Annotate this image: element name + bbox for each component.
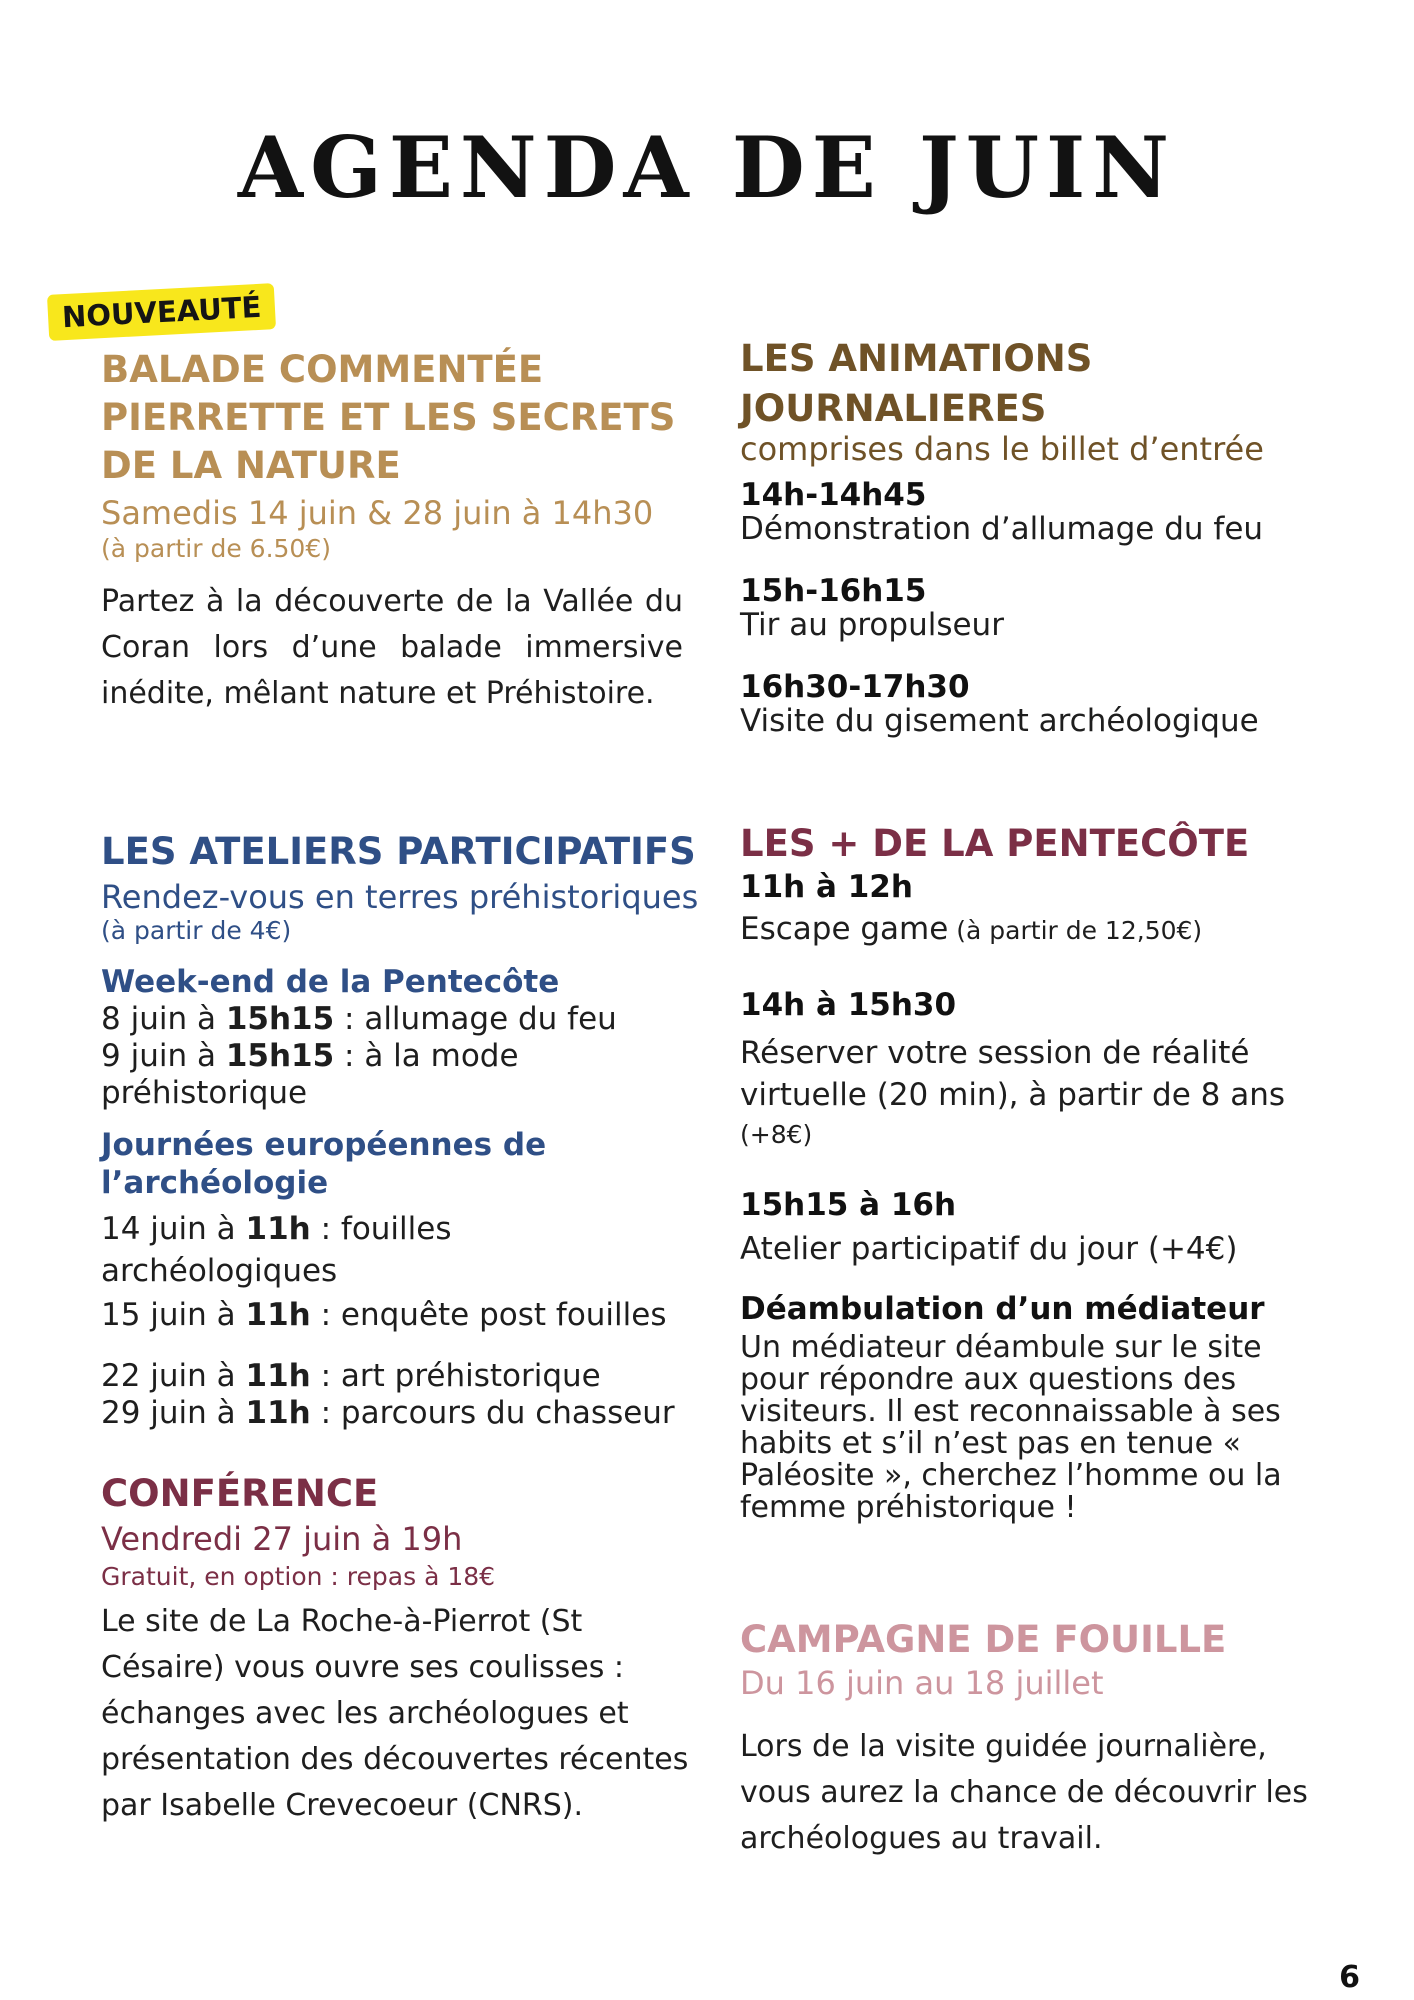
animation-time: 16h30-17h30: [740, 669, 970, 705]
campagne-section: [740, 1616, 1340, 1862]
balade-title-line-1: BALADE COMMENTÉE: [101, 348, 544, 391]
animation-label: Tir au propulseur: [740, 607, 1004, 643]
atelier-item: 22 juin à 11h : art préhistorique: [101, 1358, 601, 1394]
ateliers-section: [101, 828, 701, 1432]
pentecote-item-label: Atelier participatif du jour (+4€): [740, 1231, 1238, 1267]
conference-price: Gratuit, en option : repas à 18€: [101, 1562, 496, 1591]
animation-label: Démonstration d’allumage du feu: [740, 511, 1264, 547]
atelier-item: 14 juin à 11h : fouilles archéologiques: [101, 1211, 452, 1289]
animations-section: [740, 334, 1340, 738]
animation-label: Visite du gisement archéologique: [740, 703, 1259, 739]
conference-title: CONFÉRENCE: [101, 1472, 379, 1515]
animation-item: [740, 574, 1340, 642]
animation-time: 14h-14h45: [740, 477, 927, 513]
pentecote-item-label: Réserver votre session de réalité virtuelle (20 min), à partir de 8 ans: [740, 1035, 1285, 1113]
atelier-item: 15 juin à 11h : enquête post fouilles: [101, 1297, 667, 1333]
conference-section: [101, 1470, 701, 1829]
atelier-item: 8 juin à 15h15 : allumage du feu: [101, 1001, 617, 1037]
pentecote-weekend-title: Week-end de la Pentecôte: [101, 964, 560, 1000]
ateliers-subtitle: Rendez-vous en terres préhistoriques: [101, 878, 699, 916]
campagne-date: Du 16 juin au 18 juillet: [740, 1664, 1104, 1702]
pentecote-item-price: (+8€): [740, 1120, 813, 1149]
balade-description: Partez à la découverte de la Vallée du Coran lors d’une balade immersive inédite, mêlant nature et Préhistoire.: [101, 584, 683, 711]
journees-europeennes-title: Journées européennes de l’archéologie: [101, 1127, 547, 1201]
new-badge: NOUVEAUTÉ: [47, 283, 277, 341]
animations-title-line-1: LES ANIMATIONS: [740, 337, 1093, 380]
animation-item: [740, 478, 1340, 546]
balade-title-line-3: DE LA NATURE: [101, 444, 401, 487]
campagne-description: Lors de la visite guidée journalière, vous aurez la chance de découvrir les archéologues au travail.: [740, 1729, 1308, 1856]
conference-date: Vendredi 27 juin à 19h: [101, 1520, 463, 1558]
pentecote-item-time: 15h15 à 16h: [740, 1187, 957, 1223]
pentecote-item: [740, 1188, 1340, 1266]
page-number: 6: [1339, 1960, 1360, 1995]
balade-section: [101, 346, 701, 717]
pentecote-item: [740, 988, 1340, 1154]
pentecote-item-time: 11h à 12h: [740, 869, 913, 905]
ateliers-price: (à partir de 4€): [101, 916, 292, 945]
pentecote-item-label: Escape game (à partir de 12,50€): [740, 911, 1203, 947]
mediateur-block: [740, 1292, 1340, 1524]
pentecote-plus-title: LES + DE LA PENTECÔTE: [740, 822, 1250, 865]
animations-title-line-2: JOURNALIERES: [740, 387, 1047, 430]
mediateur-text: Un médiateur déambule sur le site pour répondre aux questions des visiteurs. Il est reconnaissable à ses habits et s’il n’est pas en tenue « Paléosite », cherchez l’homme ou la femme préhistorique !: [740, 1330, 1282, 1525]
animation-item: [740, 670, 1340, 738]
balade-price: (à partir de 6.50€): [101, 534, 331, 563]
atelier-item: 9 juin à 15h15 : à la mode préhistorique: [101, 1038, 519, 1111]
mediateur-title: Déambulation d’un médiateur: [740, 1291, 1265, 1327]
animation-time: 15h-16h15: [740, 573, 927, 609]
atelier-item: 29 juin à 11h : parcours du chasseur: [101, 1395, 675, 1431]
animations-subtitle: comprises dans le billet d’entrée: [740, 430, 1264, 468]
ateliers-title: LES ATELIERS PARTICIPATIFS: [101, 830, 696, 873]
pentecote-item: [740, 870, 1340, 948]
campagne-title: CAMPAGNE DE FOUILLE: [740, 1618, 1227, 1661]
pentecote-plus-section: [740, 820, 1340, 1524]
page-title: AGENDA DE JUIN: [237, 118, 1177, 217]
pentecote-item-time: 14h à 15h30: [740, 987, 957, 1023]
conference-description: Le site de La Roche-à-Pierrot (St Césaire) vous ouvre ses coulisses : échanges avec les archéologues et présentation des découvertes récentes par Isabelle Crevecoeur (CNRS).: [101, 1604, 689, 1823]
balade-date: Samedis 14 juin & 28 juin à 14h30: [101, 494, 654, 532]
balade-title-line-2: PIERRETTE ET LES SECRETS: [101, 396, 676, 439]
